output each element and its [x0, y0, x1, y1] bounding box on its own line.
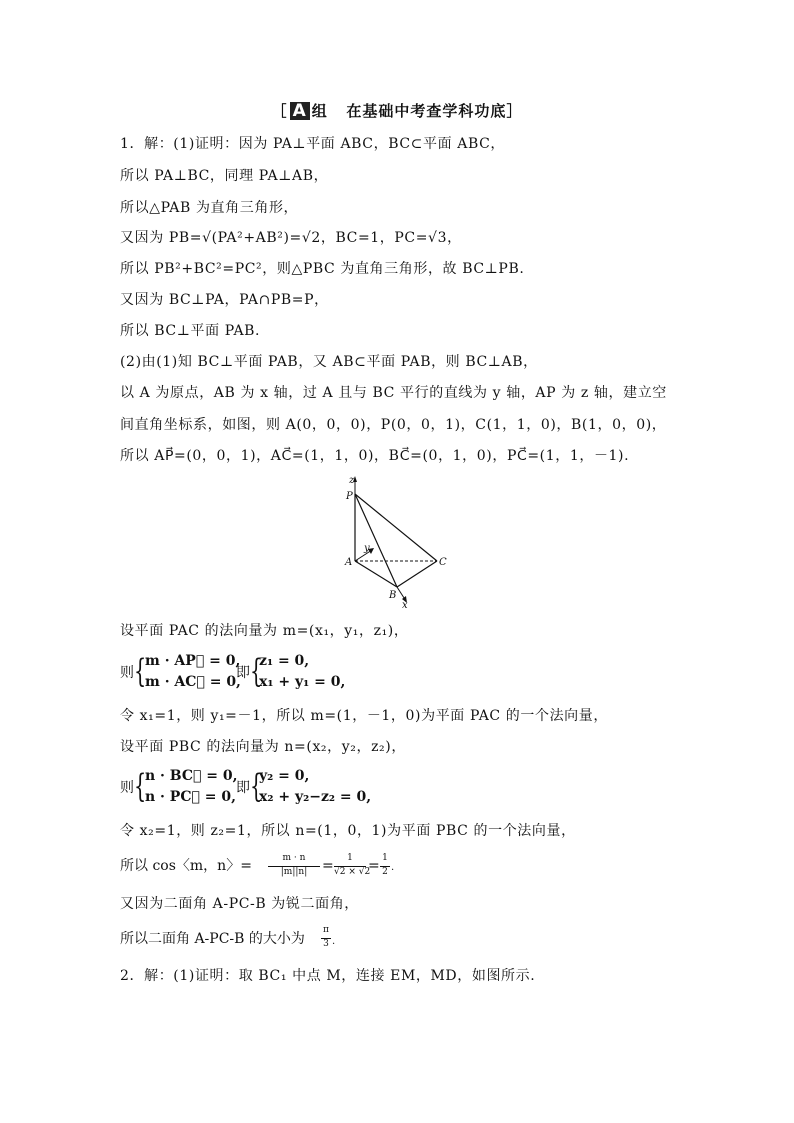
- frac1-numerator: m · n: [282, 853, 306, 863]
- section-title-text: 在基础中考查学科功底: [346, 102, 507, 120]
- system1-eq2: m · AC⃗ = 0,: [145, 674, 241, 690]
- frac2-numerator: 1: [347, 853, 353, 863]
- system2-brace2: {: [250, 767, 263, 805]
- system1-prefix: 则: [120, 665, 134, 681]
- text-line: 所以 PB²+BC²=PC²，则△PBC 为直角三角形，故 BC⊥PB.: [120, 261, 525, 277]
- frac3-numerator: 1: [382, 853, 388, 863]
- frac3-denominator: 2: [382, 867, 388, 877]
- group-badge: A: [290, 102, 310, 120]
- group-label: 组: [311, 102, 328, 120]
- frac1-denominator: |m||n|: [280, 867, 308, 877]
- cos-eq2: =: [368, 858, 380, 874]
- text-line: 所以 AP⃗=(0，0，1)，AC⃗=(1，1，0)，BC⃗=(0，1，0)，PC⃗=(1，1，－1).: [120, 448, 630, 464]
- text-line: 又因为 PB=√(PA²+AB²)=√2，BC=1，PC=√3，: [120, 230, 462, 246]
- cos-eq: =: [322, 858, 334, 874]
- system2-mid: 即: [236, 780, 250, 796]
- text-line: (2)由(1)知 BC⊥平面 PAB，又 AB⊂平面 PAB，则 BC⊥AB，: [120, 354, 538, 370]
- system2-eq1: n · BC⃗ = 0,: [145, 768, 238, 784]
- system2-prefix: 则: [120, 780, 134, 796]
- text-line: 设平面 PAC 的法向量为 m=(x₁，y₁，z₁)，: [120, 623, 409, 639]
- text-line: 所以 BC⊥平面 PAB.: [120, 323, 261, 339]
- fig-label-x: x: [402, 600, 408, 611]
- system2-eq4: x₂ + y₂−z₂ = 0,: [259, 789, 372, 805]
- angle-frac-numerator: π: [323, 925, 329, 935]
- system1-mid: 即: [236, 665, 250, 681]
- text-line: 所以△PAB 为直角三角形，: [120, 200, 299, 216]
- text-line: 2．解：(1)证明：取 BC₁ 中点 M，连接 EM，MD，如图所示.: [120, 968, 536, 984]
- fig-label-C: C: [439, 557, 447, 568]
- fig-label-z: z: [349, 475, 355, 486]
- text-line: 1．解：(1)证明：因为 PA⊥平面 ABC，BC⊂平面 ABC，: [120, 136, 506, 152]
- fig-label-B: B: [389, 590, 397, 601]
- angle-end: .: [332, 936, 336, 947]
- system2-brace: {: [134, 767, 147, 805]
- cos-end: .: [391, 862, 395, 873]
- fig-label-P: P: [346, 491, 353, 502]
- system1-brace2: {: [250, 652, 263, 690]
- text-line: 又因为 BC⊥PA，PA∩PB=P，: [120, 292, 329, 308]
- system2-eq2: n · PC⃗ = 0,: [145, 789, 236, 805]
- fig-label-y: y: [364, 543, 370, 554]
- bracket-right: ］: [506, 102, 523, 120]
- angle-frac-denominator: 3: [323, 939, 329, 949]
- frac2-denominator: √2 × √2: [334, 867, 371, 877]
- system1-eq4: x₁ + y₁ = 0,: [259, 674, 346, 690]
- cos-prefix: 所以 cos〈m，n〉=: [120, 858, 252, 874]
- system1-eq3: z₁ = 0,: [259, 653, 310, 669]
- system1-eq1: m · AP⃗ = 0,: [145, 653, 241, 669]
- text-line: 又因为二面角 A-PC-B 为锐二面角，: [120, 896, 359, 912]
- text-line: 设平面 PBC 的法向量为 n=(x₂，y₂，z₂)，: [120, 739, 406, 755]
- text-line: 间直角坐标系，如图，则 A(0，0，0)，P(0，0，1)，C(1，1，0)，B(1，0，0)，: [120, 417, 667, 433]
- system2-eq3: y₂ = 0,: [259, 768, 310, 784]
- text-line: 所以 PA⊥BC，同理 PA⊥AB，: [120, 168, 329, 184]
- text-line: 以 A 为原点，AB 为 x 轴，过 A 且与 BC 平行的直线为 y 轴，AP 为 z 轴，建立空: [120, 385, 667, 401]
- system1-brace: {: [134, 652, 147, 690]
- section-title: [0, 100, 794, 121]
- angle-prefix: 所以二面角 A-PC-B 的大小为: [120, 931, 305, 947]
- text-line: 令 x₁=1，则 y₁=－1，所以 m=(1，－1，0)为平面 PAC 的一个法向量，: [120, 708, 608, 724]
- fig-label-A: A: [345, 557, 353, 568]
- coordinate-figure: [340, 474, 460, 614]
- bracket-left: ［: [271, 102, 288, 120]
- text-line: 令 x₂=1，则 z₂=1，所以 n=(1，0，1)为平面 PBC 的一个法向量，: [120, 823, 576, 839]
